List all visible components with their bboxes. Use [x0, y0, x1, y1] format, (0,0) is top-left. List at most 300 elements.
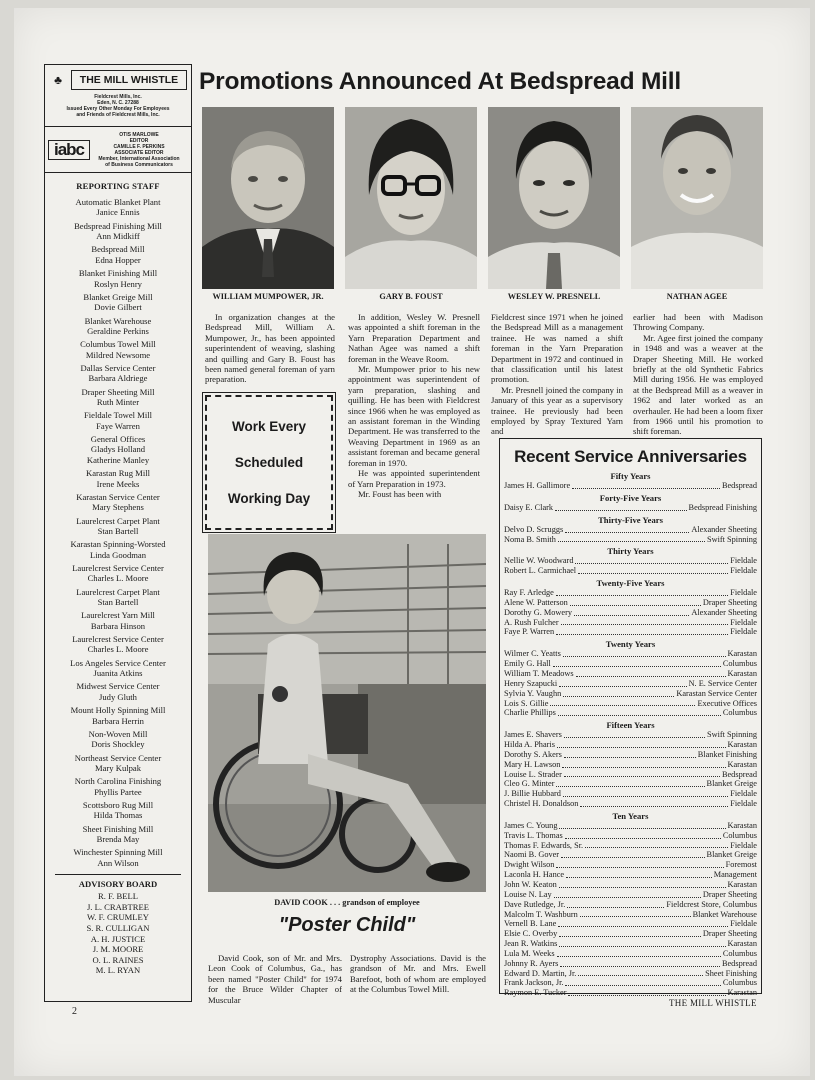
employee-location: Karastan Service Center — [676, 688, 757, 698]
employee-name: Elsie C. Overby — [504, 929, 558, 939]
staff-location: Laurelcrest Service Center — [72, 634, 164, 645]
article-column-1: In organization changes at the Bedspread Mill, William A. Mumpower, Jr., has been appointed superintendent of weaving, slashing and quilling and Gary B. Foust has been named general foreman of yarn preparation. — [205, 312, 335, 385]
employee-name: Sylvia Y. Vaughn — [504, 688, 562, 698]
employee-location: Fieldale — [730, 566, 757, 576]
anniversary-row — [504, 740, 757, 750]
leader-dots — [557, 740, 726, 748]
employee-name: James E. Shavers — [504, 730, 562, 740]
staff-name: Stan Bartell — [97, 525, 139, 536]
staff-location: Laurelcrest Carpet Plant — [76, 515, 160, 526]
anniversary-row — [504, 949, 757, 959]
anniversary-row — [504, 618, 757, 628]
employee-location: Draper Sheeting — [702, 597, 757, 607]
leader-dots — [578, 566, 728, 574]
leader-dots — [565, 525, 689, 533]
employee-location: Blanket Greige — [706, 850, 757, 860]
sidebar — [44, 64, 192, 1002]
staff-entry — [45, 363, 191, 384]
staff-location: Karastan Service Center — [76, 491, 160, 502]
leader-dots — [558, 708, 721, 716]
poster-child-photo — [208, 534, 486, 892]
employee-location: Columbus — [722, 948, 757, 958]
employee-name: Henry Szapucki — [504, 678, 558, 688]
employee-name: Frank Jackson, Jr. — [504, 978, 564, 988]
employee-name: Emily G. Hall — [504, 659, 551, 669]
employee-location: Blanket Warehouse — [692, 909, 757, 919]
staff-location: Sheet Finishing Mill — [82, 823, 154, 834]
anniversary-row — [504, 556, 757, 566]
leader-dots — [563, 689, 674, 697]
employee-location: Draper Sheeting — [702, 929, 757, 939]
anniversary-row — [504, 566, 757, 576]
anniversary-row — [504, 669, 757, 679]
anniversary-row — [504, 988, 757, 998]
staff-entry — [45, 847, 191, 868]
employee-name: A. Rush Fulcher — [504, 617, 559, 627]
anniversary-row — [504, 481, 757, 491]
leader-dots — [556, 860, 723, 868]
advisory-board — [55, 874, 181, 976]
employee-location: Fieldale — [730, 556, 757, 566]
anniversary-row — [504, 978, 757, 988]
staff-location: Bedspread Finishing Mill — [74, 220, 162, 231]
staff-name: Katherine Manley — [86, 454, 150, 465]
anniversary-group-heading: Thirty Years — [607, 546, 654, 557]
staff-entry — [45, 244, 191, 265]
anniversary-row — [504, 939, 757, 949]
employee-name: Mary H. Lawson — [504, 759, 561, 769]
employee-name: Noma B. Smith — [504, 534, 556, 544]
anniversary-group-heading: Fifty Years — [610, 471, 651, 481]
tree-logo-icon: ♣ — [54, 73, 62, 87]
staff-entry — [45, 705, 191, 726]
anniversary-row — [504, 679, 757, 689]
employee-location: Fieldale — [730, 627, 757, 637]
anniversary-row — [504, 503, 757, 513]
leader-dots — [556, 627, 728, 635]
staff-location: General Offices — [90, 434, 146, 445]
staff-name: Gladys Holland — [90, 444, 146, 455]
staff-entry — [45, 410, 191, 431]
anniversary-row — [504, 799, 757, 809]
portrait-photo-presnell — [488, 107, 620, 289]
headline: Promotions Announced At Bedspread Mill — [199, 68, 681, 95]
employee-name: Thomas F. Edwards, Sr. — [504, 840, 584, 850]
staff-location: Karastan Spinning-Worsted — [70, 539, 166, 550]
staff-name: Brenda May — [96, 834, 140, 845]
leader-dots — [580, 910, 691, 918]
staff-name: Faye Warren — [96, 420, 140, 431]
staff-location: Mount Holly Spinning Mill — [70, 705, 166, 716]
leader-dots — [561, 850, 704, 858]
anniversary-row — [504, 880, 757, 890]
leader-dots — [556, 779, 704, 787]
leader-dots — [556, 588, 728, 596]
employee-name: Dorothy G. Mowery — [504, 607, 572, 617]
leader-dots — [565, 978, 720, 986]
staff-name: Charles L. Moore — [87, 644, 149, 655]
employee-name: Faye P. Warren — [504, 627, 555, 637]
leader-dots — [559, 821, 725, 829]
employee-location: Alexander Sheeting — [691, 607, 757, 617]
staff-entry — [45, 316, 191, 337]
employee-name: J. Billie Hubbard — [504, 789, 561, 799]
staff-location: Karastan Rug Mill — [86, 468, 150, 479]
staff-name: Geraldine Perkins — [87, 325, 149, 336]
employee-location: Karastan — [727, 988, 757, 998]
leader-dots — [559, 929, 701, 937]
masthead-lines: Fieldcrest Mills, Inc. Eden, N. C. 27288 Issued Every Other Monday For Employees and Friends of Fieldcrest Mills, Inc. — [66, 94, 170, 118]
iabc-logo: iabc — [48, 140, 90, 160]
employee-location: Bedspread — [721, 958, 757, 968]
footer-publication: THE MILL WHISTLE — [669, 998, 757, 1008]
anniversary-row — [504, 789, 757, 799]
employee-name: Christel H. Donaldson — [504, 799, 579, 809]
employee-location: Sheet Finishing — [705, 968, 757, 978]
advisory-member: M. L. RYAN — [95, 965, 141, 976]
advisory-member: W. F. CRUMLEY — [86, 912, 150, 923]
leader-dots — [585, 841, 728, 849]
anniversary-row — [504, 649, 757, 659]
staff-entry — [45, 434, 191, 465]
staff-location: Los Angeles Service Center — [70, 657, 166, 668]
advisory-member: J. L. CRABTREE — [86, 901, 150, 912]
poster-child-title: "Poster Child" — [278, 914, 416, 936]
anniversary-row — [504, 890, 757, 900]
leader-dots — [564, 730, 705, 738]
staff-location: Scottsboro Rug Mill — [82, 799, 154, 810]
staff-name: Edna Hopper — [95, 254, 141, 265]
anniversary-row — [504, 969, 757, 979]
leader-dots — [554, 890, 701, 898]
staff-location: Winchester Spinning Mill — [73, 847, 163, 858]
employee-location: Karastan — [727, 668, 757, 678]
employee-name: Dave Rutledge, Jr. — [504, 899, 566, 909]
leader-dots — [564, 770, 720, 778]
portrait-photo-mumpower — [202, 107, 334, 289]
work-every-day-box: Work Every Scheduled Working Day — [205, 395, 333, 530]
staff-name: Ruth Minter — [96, 397, 140, 408]
leader-dots — [576, 669, 726, 677]
leader-dots — [567, 900, 664, 908]
staff-name: Mary Stephens — [92, 502, 144, 513]
portrait-photo-foust — [345, 107, 477, 289]
staff-name: Judy Gluth — [99, 691, 137, 702]
staff-name: Doris Shockley — [91, 739, 145, 750]
caption-foust: GARY B. FOUST — [379, 292, 443, 301]
staff-name: Roslyn Henry — [94, 278, 142, 289]
leader-dots — [559, 939, 725, 947]
staff-location: Automatic Blanket Plant — [75, 197, 161, 207]
article-column-3: Fieldcrest since 1971 when he joined the Bedspread Mill as a management trainee. He was named a shift foreman in the Yarn Preparation Department in 1972 and continued in that classification until his latest promotion. Mr. Presnell joined the company in January of this year as a supervisory trainee. He previously had been employed by Spray Textured Yarn and — [491, 312, 623, 437]
advisory-member: J. M. MOORE — [92, 944, 144, 955]
caption-mumpower: WILLIAM MUMPOWER, JR. — [212, 292, 324, 301]
staff-entry — [45, 387, 191, 408]
employee-name: John W. Keaton — [504, 880, 557, 889]
staff-entry — [45, 824, 191, 845]
anniversary-row — [504, 850, 757, 860]
employee-name: Louise L. Strader — [504, 769, 562, 779]
caption-agee: NATHAN AGEE — [666, 292, 728, 301]
anniversary-row — [504, 870, 757, 880]
anniversary-row — [504, 919, 757, 929]
anniversary-row — [504, 860, 757, 870]
advisory-member: S. R. CULLIGAN — [86, 922, 150, 933]
leader-dots — [558, 535, 705, 543]
leader-dots — [570, 598, 701, 606]
employee-name: Jean R. Watkins — [504, 939, 558, 949]
staff-entry — [45, 468, 191, 489]
employee-location: Draper Sheeting — [702, 889, 757, 899]
advisory-member: R. F. BELL — [98, 891, 138, 902]
staff-name: Stan Bartell — [97, 597, 139, 608]
leader-dots — [553, 659, 721, 667]
leader-dots — [578, 969, 703, 977]
caption-presnell: WESLEY W. PRESNELL — [507, 292, 601, 301]
employee-location: Foremost — [725, 860, 757, 870]
employee-location: Columbus — [722, 708, 757, 718]
article-column-2: In addition, Wesley W. Presnell was appointed a shift foreman in the Yarn Preparation Department and Nathan Agee was named a shift foreman in the Weave Room. Mr. Mumpower prior to his new appointment was superintendent of yarn preparation, slashing and quilling. He has been with Fieldcrest since 1966 when he was employed as an assistant foreman in the Winding Department. He was transferred to the Weaving Department in 1969 as an assistant foreman and became general foreman in 1970. He was appointed superintendent of Yarn Preparation in 1973. Mr. Foust has been with — [348, 312, 480, 499]
leader-dots — [561, 618, 729, 626]
employee-location: Bedspread — [721, 769, 757, 779]
employee-name: Lois S. Gillie — [504, 698, 549, 708]
employee-name: Dorothy S. Akers — [504, 749, 562, 759]
anniversary-row — [504, 730, 757, 740]
employee-location: Bedspread — [721, 481, 757, 490]
employee-name: Ray F. Arledge — [504, 588, 554, 598]
anniversary-group-heading: Forty-Five Years — [599, 492, 662, 503]
anniversaries-title: Recent Service Anniversaries — [514, 447, 747, 466]
leader-dots — [566, 870, 712, 878]
employee-location: Karastan — [727, 740, 757, 750]
staff-entry — [45, 516, 191, 537]
staff-entry — [45, 753, 191, 774]
employee-name: Lula M. Weeks — [504, 948, 555, 958]
staff-location: Fieldale Towel Mill — [84, 410, 152, 421]
employee-name: James H. Gallimore — [504, 481, 571, 490]
employee-location: Columbus — [722, 659, 757, 669]
page-number: 2 — [72, 1006, 77, 1017]
staff-name: Ann Midkiff — [96, 231, 140, 242]
anniversary-row — [504, 627, 757, 637]
leader-dots — [558, 919, 728, 927]
anniversary-row — [504, 959, 757, 969]
staff-name: Barbara Herrin — [92, 715, 144, 726]
leader-dots — [563, 649, 726, 657]
advisory-member: A. H. JUSTICE — [90, 933, 146, 944]
employee-name: Robert L. Carmichael — [504, 566, 577, 576]
article-column-4: earlier had been with Madison Throwing Company. Mr. Agee first joined the company in 1948 and was a weaver at the Draper Sheeting Mill. He worked briefly at the old Synthetic Fabrics Mill during 1956. He was employed at the Bedspread Mill as a weaver in 1962 and later worked as an overhauler. He had been a loom fixer from 1966 until his promotion to shift foreman. — [633, 312, 763, 437]
staff-entry — [45, 658, 191, 679]
leader-dots — [550, 699, 695, 707]
employee-location: Swift Spinning — [706, 730, 757, 740]
staff-location: Draper Sheeting Mill — [81, 386, 155, 397]
anniversary-row — [504, 598, 757, 608]
employee-location: Karastan — [727, 649, 757, 659]
staff-name: Mary Kulpak — [94, 762, 142, 773]
employee-location: Fieldale — [730, 617, 757, 627]
anniversary-row — [504, 750, 757, 760]
staff-name: Charles L. Moore — [87, 573, 149, 584]
anniversary-group-heading: Twenty Years — [605, 639, 656, 650]
employee-location: N. E. Service Center — [688, 678, 757, 688]
staff-name: Ann Wilson — [97, 857, 139, 868]
employee-name: Hilda A. Pharis — [504, 740, 555, 750]
anniversary-row — [504, 608, 757, 618]
anniversary-row — [504, 525, 757, 535]
employee-location: Fieldale — [730, 919, 757, 929]
staff-entry — [45, 339, 191, 360]
staff-location: Laurelcrest Carpet Plant — [76, 586, 160, 597]
employee-name: Travis L. Thomas — [504, 830, 563, 840]
employee-name: Delvo D. Scruggs — [504, 524, 564, 534]
staff-entry — [45, 539, 191, 560]
anniversary-row — [504, 900, 757, 910]
staff-entry — [45, 634, 191, 655]
staff-entry — [45, 587, 191, 608]
employee-name: Johnny R. Ayers — [504, 958, 559, 968]
employee-location: Alexander Sheeting — [691, 524, 757, 534]
staff-location: Non-Woven Mill — [88, 728, 148, 739]
anniversary-row — [504, 699, 757, 709]
staff-location: Laurelcrest Service Center — [72, 562, 164, 573]
staff-entry — [45, 729, 191, 750]
staff-name: Barbara Aldriege — [88, 373, 148, 384]
anniversary-row — [504, 760, 757, 770]
employee-name: Laconla H. Hance — [504, 870, 565, 880]
reporting-staff-list — [45, 197, 191, 868]
staff-entry — [45, 197, 191, 218]
anniversary-group-heading: Ten Years — [612, 810, 649, 821]
employee-name: Edward D. Martin, Jr. — [504, 968, 577, 978]
staff-name: Juanita Atkins — [93, 668, 143, 679]
anniversary-group-heading: Twenty-Five Years — [596, 578, 665, 589]
staff-location: Blanket Warehouse — [84, 315, 152, 326]
staff-entry — [45, 492, 191, 513]
anniversary-row — [504, 770, 757, 780]
leader-dots — [575, 556, 728, 564]
employee-name: Malcolm T. Washburn — [504, 909, 578, 919]
anniversary-row — [504, 779, 757, 789]
anniversary-group-heading: Fifteen Years — [606, 720, 655, 731]
leader-dots — [562, 760, 725, 768]
leader-dots — [572, 481, 720, 489]
staff-name: Irene Meeks — [96, 478, 140, 489]
employee-location: Karastan — [727, 820, 757, 830]
employee-name: Charlie Phillips — [504, 708, 556, 718]
employee-location: Blanket Greige — [706, 779, 757, 789]
staff-location: Blanket Greige Mill — [83, 291, 153, 302]
leader-dots — [559, 880, 726, 888]
employee-location: Karastan — [727, 759, 757, 769]
staff-name: Linda Goodman — [89, 549, 147, 560]
anniversary-row — [504, 689, 757, 699]
leader-dots — [568, 988, 725, 996]
staff-entry — [45, 268, 191, 289]
employee-location: Blanket Finishing — [697, 749, 757, 759]
leader-dots — [555, 503, 686, 511]
editors-block: iabc OTIS MARLOWE EDITOR CAMILLE F. PERKINS ASSOCIATE EDITOR Member, International Association of Business Communicators — [45, 127, 191, 173]
leader-dots — [574, 608, 689, 616]
staff-entry — [45, 681, 191, 702]
employee-location: Executive Offices — [697, 698, 757, 708]
staff-location: Midwest Service Center — [76, 681, 160, 692]
employee-location: Management — [713, 870, 757, 880]
leader-dots — [557, 949, 721, 957]
staff-entry — [45, 800, 191, 821]
anniversary-row — [504, 821, 757, 831]
employee-name: William T. Meadows — [504, 668, 574, 678]
leader-dots — [563, 789, 728, 797]
employee-location: Columbus — [722, 978, 757, 988]
employee-location: Fieldale — [730, 789, 757, 799]
staff-name: Phyllis Partee — [94, 786, 142, 797]
staff-entry — [45, 776, 191, 797]
employee-name: Wilmer C. Yeatts — [504, 649, 561, 659]
employee-name: Dwight Wilson — [504, 860, 555, 870]
employee-location: Bedspread Finishing — [688, 502, 757, 512]
leader-dots — [564, 750, 696, 758]
employee-location: Fieldale — [730, 588, 757, 598]
employee-location: Fieldale — [730, 840, 757, 850]
masthead-title: THE MILL WHISTLE — [71, 70, 187, 90]
leader-dots — [560, 959, 720, 967]
staff-name: Hilda Thomas — [93, 810, 143, 821]
anniversary-row — [504, 841, 757, 851]
leader-dots — [559, 679, 686, 687]
anniversary-row — [504, 659, 757, 669]
staff-location: Laurelcrest Yarn Mill — [81, 610, 155, 621]
staff-location: North Carolina Finishing — [74, 776, 162, 787]
employee-location: Fieldale — [730, 799, 757, 809]
staff-location: Dallas Service Center — [80, 362, 156, 373]
advisory-member: O. L. RAINES — [92, 954, 144, 965]
anniversary-group-heading: Thirty-Five Years — [598, 514, 663, 525]
employee-name: Nellie W. Woodward — [504, 556, 574, 566]
employee-name: Cleo G. Minter — [504, 779, 555, 789]
leader-dots — [565, 831, 721, 839]
staff-location: Columbus Towel Mill — [80, 339, 156, 350]
employee-name: Raymon E. Tucker — [504, 988, 567, 998]
poster-column-1: David Cook, son of Mr. and Mrs. Leon Cook of Columbus, Ga., has been named "Poster Child" for 1974 for the Bruce Wilder Chapter of Muscular — [208, 953, 342, 1005]
employee-location: Karastan — [727, 880, 757, 889]
staff-name: Barbara Hinson — [90, 620, 146, 631]
reporting-staff-heading: REPORTING STAFF — [76, 181, 160, 191]
staff-entry — [45, 610, 191, 631]
staff-location: Northeast Service Center — [74, 752, 162, 763]
masthead — [45, 65, 191, 127]
employee-name: Daisy E. Clark — [504, 502, 554, 512]
anniversary-row — [504, 929, 757, 939]
employee-location: Karastan — [727, 939, 757, 949]
poster-photo-caption: DAVID COOK . . . grandson of employee — [274, 898, 420, 907]
leader-dots — [580, 799, 728, 807]
anniversary-row — [504, 708, 757, 718]
employee-location: Columbus — [722, 830, 757, 840]
employee-name: Louise N. Lay — [504, 889, 552, 899]
staff-name: Dovie Gilbert — [94, 302, 142, 313]
poster-column-2: Dystrophy Associations. David is the grandson of Mr. and Mrs. Ewell Barefoot, both of whom are employed at the Columbus Towel Mill. — [350, 953, 486, 995]
anniversary-row — [504, 831, 757, 841]
anniversary-row — [504, 910, 757, 920]
anniversary-row — [504, 535, 757, 545]
employee-name: Alene W. Patterson — [504, 597, 568, 607]
advisory-board-heading: ADVISORY BOARD — [78, 879, 158, 890]
service-anniversaries-box — [499, 438, 762, 998]
employee-location: Fieldcrest Store, Columbus — [666, 899, 757, 909]
anniversary-row — [504, 588, 757, 598]
staff-location: Blanket Finishing Mill — [78, 268, 158, 279]
